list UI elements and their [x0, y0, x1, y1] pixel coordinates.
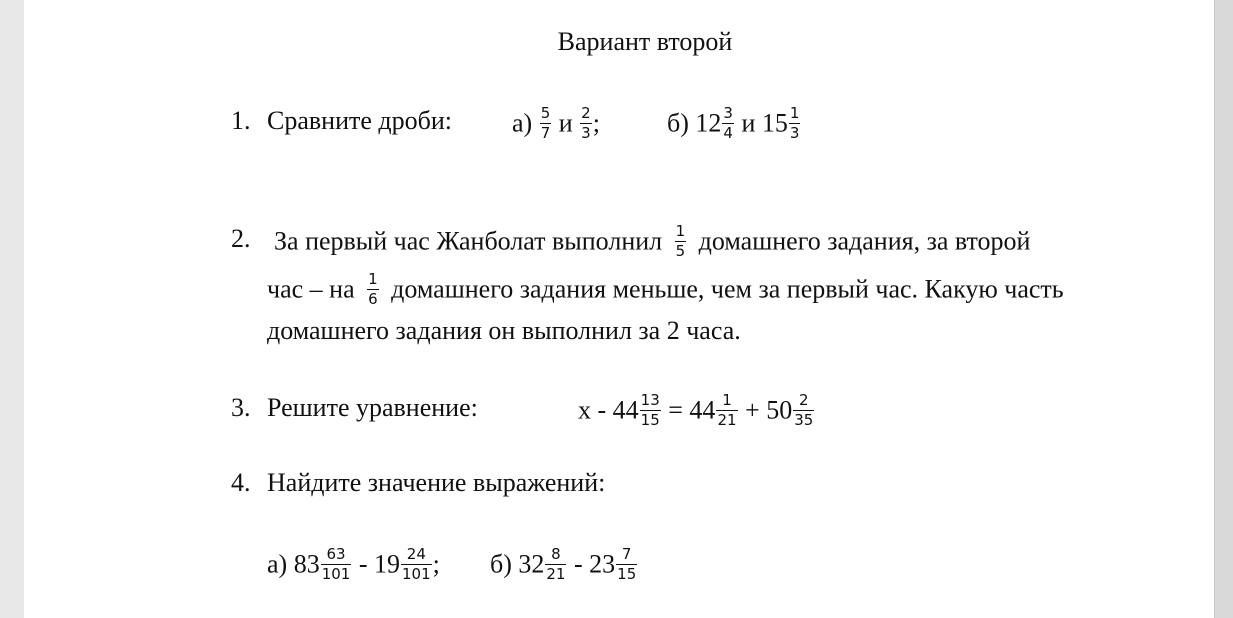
fraction: $\frac{1}{6}$	[368, 270, 378, 308]
task-2-number: 2.	[231, 224, 251, 253]
task-1-part-a-label: а)	[512, 108, 533, 138]
task-2-line-1: За первый час Жанболат выполнил $\frac{1}{5}$ домашнего задания, за второй	[274, 222, 1031, 260]
task-2-line-2: час – на $\frac{1}{6}$ домашнего задания меньше, чем за первый час. Какую часть	[267, 270, 1064, 308]
fraction: $\frac{1}{21}$	[717, 391, 737, 429]
fraction: $\frac{5}{7}$	[540, 104, 551, 142]
fraction: $\frac{2}{3}$	[581, 104, 591, 142]
task-4-label: Найдите значение выражений:	[267, 468, 606, 497]
task-4-part-b: б) 32 $\frac{8}{21}$ - 23 $\frac{7}{15}$	[490, 545, 637, 583]
fraction: $\frac{1}{5}$	[675, 222, 686, 260]
task-1-label: Сравните дроби:	[267, 106, 452, 135]
fraction: $\frac{3}{4}$	[723, 104, 733, 142]
fraction: $\frac{2}{35}$	[794, 391, 814, 429]
task-4-part-a: а) 83 $\frac{63}{101}$ - 19 $\frac{24}{101}$ ;	[267, 545, 440, 583]
task-3-label: Решите уравнение:	[267, 393, 478, 422]
fraction: $\frac{24}{101}$	[402, 545, 431, 583]
task-2-line-3: домашнего задания он выполнил за 2 часа.	[267, 316, 741, 345]
task-4-number: 4.	[231, 468, 251, 497]
fraction: $\frac{7}{15}$	[617, 545, 637, 583]
left-margin	[0, 0, 24, 618]
page-title: Вариант второй	[557, 27, 733, 56]
task-3-equation: x - 44 $\frac{13}{15}$ = 44 $\frac{1}{21}$ + 50 $\frac{2}{35}$	[578, 391, 814, 429]
fraction: $\frac{13}{15}$	[640, 391, 660, 429]
task-3-number: 3.	[231, 393, 251, 422]
task-1-part-b: б) 12 $\frac{3}{4}$ и 15 $\frac{1}{3}$	[667, 104, 800, 142]
fraction: $\frac{1}{3}$	[789, 104, 800, 142]
scrollbar[interactable]	[1214, 0, 1233, 618]
task-1-number: 1.	[231, 106, 251, 135]
fraction: $\frac{63}{101}$	[321, 545, 351, 583]
task-1-part-a: а) $\frac{5}{7}$ и $\frac{2}{3}$ ;	[512, 104, 600, 142]
fraction: $\frac{8}{21}$	[546, 545, 566, 583]
